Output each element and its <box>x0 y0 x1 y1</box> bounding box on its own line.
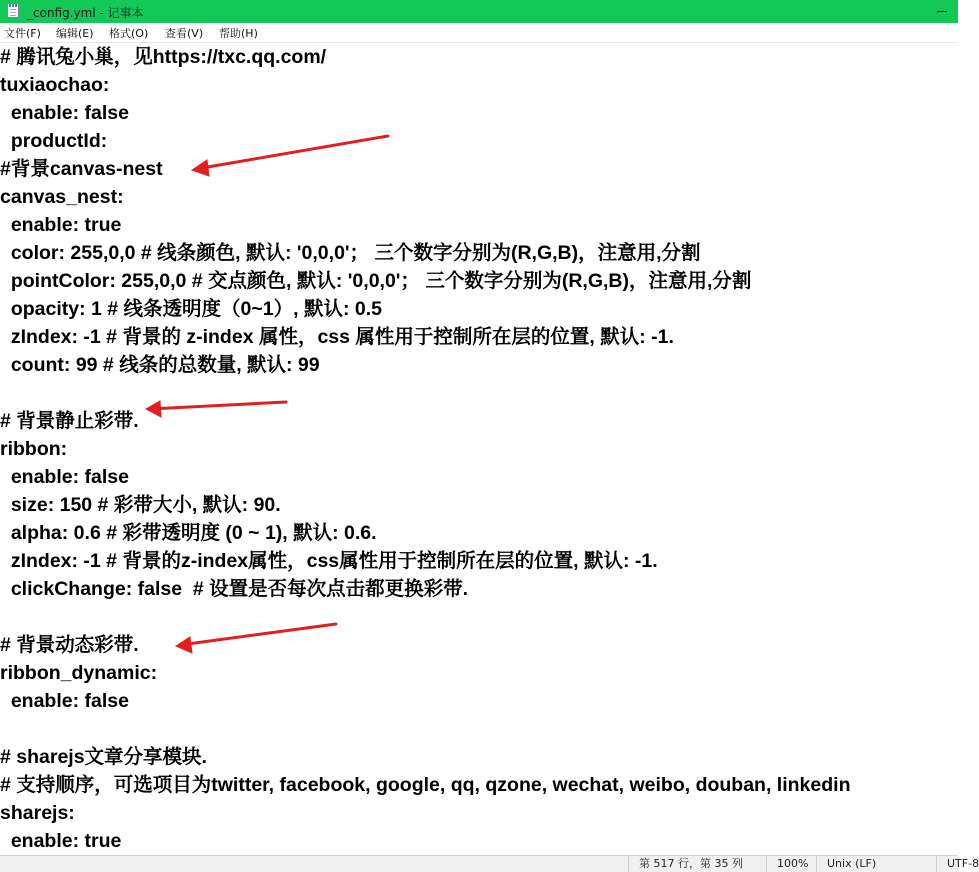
text-line: enable: false <box>0 466 129 488</box>
text-line: canvas_nest: <box>0 186 124 208</box>
text-line: ribbon: <box>0 438 68 460</box>
text-line: #背景canvas-nest <box>0 158 163 180</box>
line-ending: Unix (LF) <box>816 856 936 872</box>
text-line: opacity: 1 # 线条透明度（0~1）, 默认: 0.5 <box>0 298 382 320</box>
text-line: enable: true <box>0 830 122 852</box>
text-line: sharejs: <box>0 802 75 824</box>
text-line: enable: false <box>0 102 129 124</box>
text-line: clickChange: false # 设置是否每次点击都更换彩带. <box>0 578 469 600</box>
title-bar <box>0 0 958 23</box>
text-line: zIndex: -1 # 背景的 z-index 属性，css 属性用于控制所在层的位置, 默认: -1. <box>0 326 674 348</box>
text-line: # 腾讯兔小巢，见https://txc.qq.com/ <box>0 46 327 68</box>
text-line: enable: true <box>0 214 122 236</box>
cursor-position: 第 517 行，第 35 列 <box>628 856 753 872</box>
text-line: ribbon_dynamic: <box>0 662 158 684</box>
menu-file[interactable]: 文件(F) <box>4 27 41 40</box>
menu-help[interactable]: 帮助(H) <box>219 27 258 40</box>
text-line: size: 150 # 彩带大小, 默认: 90. <box>0 494 281 516</box>
text-editor[interactable] <box>0 43 958 855</box>
menu-bar <box>0 23 958 43</box>
text-line: tuxiaochao: <box>0 74 110 96</box>
menu-view[interactable]: 查看(V) <box>165 27 204 40</box>
notepad-icon <box>7 3 19 18</box>
text-line: zIndex: -1 # 背景的z-index属性，css属性用于控制所在层的位置, 默认: -1. <box>0 550 658 572</box>
text-line: enable: false <box>0 690 129 712</box>
text-line: # 背景静止彩带. <box>0 410 139 432</box>
zoom-level: 100% <box>766 856 816 872</box>
menu-format[interactable]: 格式(O) <box>109 27 149 40</box>
text-line: count: 99 # 线条的总数量, 默认: 99 <box>0 354 320 376</box>
text-line: # sharejs文章分享模块. <box>0 746 207 768</box>
status-bar <box>0 855 979 872</box>
text-line: alpha: 0.6 # 彩带透明度 (0 ~ 1), 默认: 0.6. <box>0 522 377 544</box>
menu-edit[interactable]: 编辑(E) <box>56 27 94 40</box>
window-title: _config.yml - 记事本 <box>27 6 144 20</box>
text-line: productId: <box>0 130 108 152</box>
minimize-icon[interactable] <box>937 11 947 12</box>
text-line: color: 255,0,0 # 线条颜色, 默认: '0,0,0'； 三个数字分别为(R,G,B)，注意用,分割 <box>0 242 701 264</box>
text-line: # 支持顺序，可选项目为twitter, facebook, google, qq, qzone, wechat, weibo, douban, linkedin <box>0 774 851 796</box>
text-line: pointColor: 255,0,0 # 交点颜色, 默认: '0,0,0'； 三个数字分别为(R,G,B)，注意用,分割 <box>0 270 752 292</box>
encoding: UTF-8 <box>936 856 958 872</box>
text-line: # 背景动态彩带. <box>0 634 139 656</box>
